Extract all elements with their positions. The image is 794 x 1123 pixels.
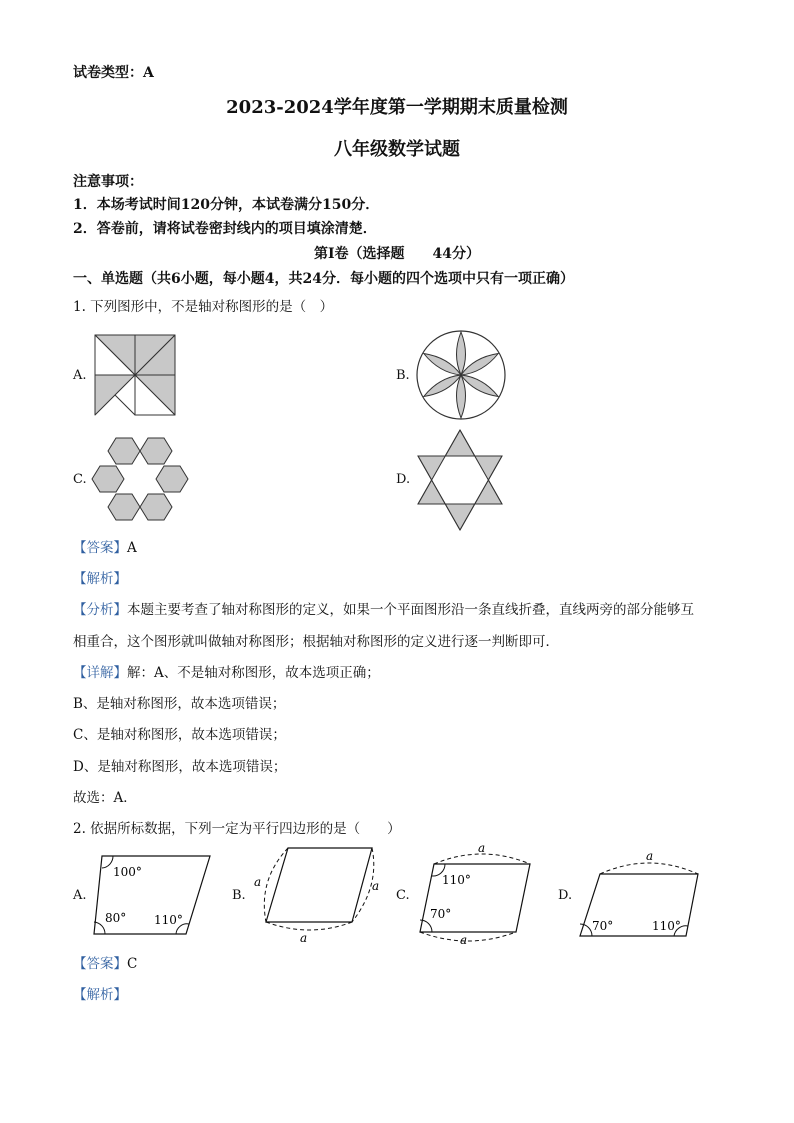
- fig-c-side-bottom: a: [460, 933, 468, 947]
- q2-analysis-tag: 【解析】: [73, 987, 127, 1003]
- star-of-david-figure: [414, 428, 506, 532]
- q2-stem: 2. 依据所标数据，下列一定为平行四边形的是（ ）: [73, 821, 401, 837]
- parallelogram-figure-a: [88, 850, 216, 940]
- notes-item-1: 1．本场考试时间120分钟，本试卷满分150分．: [73, 197, 380, 213]
- q1-option-a-label: A.: [73, 368, 87, 383]
- fig-a-angle-3: 110°: [154, 913, 183, 927]
- q1-analysis-tag: 【解析】: [73, 571, 127, 587]
- q1-detail-line2: B、是轴对称图形，故本选项错误；: [73, 696, 286, 712]
- fig-b-side-right: a: [372, 879, 380, 893]
- fig-d-angle-2: 110°: [652, 919, 681, 933]
- notes-heading: 注意事项：: [73, 174, 143, 190]
- q1-fenxi-line2: 相重合，这个图形就叫做轴对称图形；根据轴对称图形的定义进行逐一判断即可．: [73, 634, 559, 650]
- q2-option-b-label: B.: [232, 888, 246, 903]
- fig-b-side-bottom: a: [300, 931, 308, 945]
- fig-b-side-left: a: [254, 875, 262, 889]
- part1-heading: 一、单选题（共6小题，每小题4，共24分．每小题的四个选项中只有一项正确）: [73, 271, 574, 287]
- fig-a-angle-2: 80°: [105, 911, 127, 925]
- fig-d-side-top: a: [646, 849, 654, 863]
- q2-option-c-label: C.: [396, 888, 410, 903]
- parallelogram-figure-b: [248, 842, 388, 948]
- detail-text: 解：A、不是轴对称图形，故本选项正确；: [127, 665, 380, 681]
- paper-type: 试卷类型：A: [73, 65, 154, 81]
- fig-a-angle-1: 100°: [113, 865, 142, 879]
- pinwheel-figure: [90, 330, 180, 420]
- q1-answer: [73, 539, 137, 557]
- q2-option-d-label: D.: [558, 888, 573, 903]
- fig-d-angle-1: 70°: [592, 919, 614, 933]
- q1-fenxi-line1: [73, 601, 694, 619]
- q1-option-c-label: C.: [73, 472, 87, 487]
- answer-tag: 【答案】: [73, 540, 127, 556]
- q2-option-a-label: A.: [73, 888, 87, 903]
- fenxi-tag: 【分析】: [73, 602, 127, 618]
- q1-detail-line3: C、是轴对称图形，故本选项错误；: [73, 727, 286, 743]
- fig-c-angle-1: 110°: [442, 873, 471, 887]
- q2-answer: [73, 955, 137, 973]
- q1-option-b-label: B.: [396, 368, 410, 383]
- fig-c-angle-2: 70°: [430, 907, 452, 921]
- q1-stem: 1. 下列图形中，不是轴对称图形的是（ ）: [73, 299, 334, 315]
- parallelogram-figure-c: [412, 840, 540, 948]
- page-subtitle: 八年级数学试题: [334, 139, 460, 160]
- q1-conclusion: 故选：A．: [73, 790, 137, 806]
- parallelogram-figure-d: [574, 842, 706, 942]
- answer-tag: 【答案】: [73, 956, 127, 972]
- hexagon-ring-figure: [90, 434, 192, 524]
- q1-detail-line1: [73, 664, 380, 682]
- notes-item-2: 2．答卷前，请将试卷密封线内的项目填涂清楚．: [73, 221, 377, 237]
- fenxi-text: 本题主要考查了轴对称图形的定义，如果一个平面图形沿一条直线折叠，直线两旁的部分能够互: [127, 602, 694, 618]
- q1-detail-line4: D、是轴对称图形，故本选项错误；: [73, 759, 287, 775]
- fig-c-side-top: a: [478, 841, 486, 855]
- page-title: 2023-2024学年度第一学期期末质量检测: [226, 97, 568, 118]
- volume-heading: 第I卷（选择题 44分）: [313, 246, 481, 262]
- detail-tag: 【详解】: [73, 665, 127, 681]
- answer-value: A: [127, 540, 137, 556]
- answer-value: C: [127, 956, 138, 972]
- flower-circle-figure: [414, 328, 508, 422]
- q1-option-d-label: D.: [396, 472, 411, 487]
